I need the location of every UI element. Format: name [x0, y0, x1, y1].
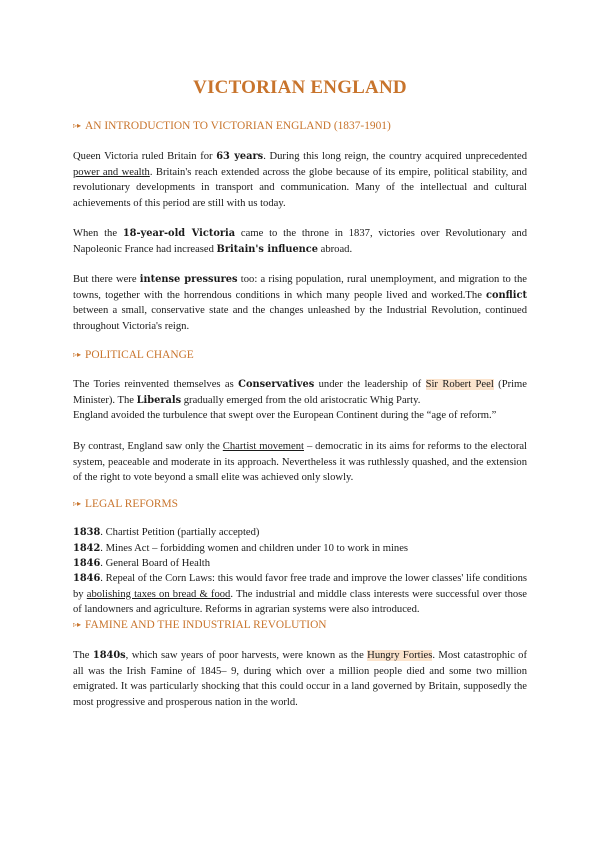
legal-reforms-list: [73, 525, 527, 572]
bullet-arrow-icon: ▹▸: [73, 620, 82, 629]
section-heading-legal: [73, 498, 178, 510]
section-heading-intro: [73, 120, 391, 132]
list-item: 1838. Chartist Petition (partially accepted): [73, 527, 260, 538]
paragraph-intro-1: Queen Victoria ruled Britain for 63 years. During this long reign, the country acquired unprecedented power and wealth. Britain's reach extended across the globe because of its empire, political stability, and revolutionary developments in transport and communication. Many of the intellectual and cultural achievements of this period are still with us today.: [73, 151, 527, 209]
section-heading-political: [73, 349, 194, 361]
paragraph-intro-3: But there were intense pressures too: a rising population, rural unemployment, and migration to the towns, together with the horrendous conditions in which many people lived and worked.The conflict between a small, conservative state and the changes unleashed by the Industrial Revolution, continued throughout Victoria's reign.: [73, 274, 527, 332]
paragraph-political-1: The Tories reinvented themselves as Conservatives under the leadership of Sir Robert Peel (Prime Minister). The Liberals gradually emerged from the old aristocratic Whig Party.: [73, 379, 527, 406]
paragraph-intro-2: When the 18-year-old Victoria came to the throne in 1837, victories over Revolutionary and Napoleonic France had increased Britain's influence abroad.: [73, 228, 527, 255]
paragraph-famine-1: The 1840s, which saw years of poor harvests, were known as the Hungry Forties. Most catastrophic of all was the Irish Famine of 1845– 9, during which over a million people died and some two million emigrated. It was particularly shocking that this could occur in a land governed by Britain, supposedly the most progressive and prosperous nation in the world.: [73, 650, 527, 708]
section-heading-text: POLITICAL CHANGE: [85, 349, 194, 361]
page-title: VICTORIAN ENGLAND: [193, 77, 407, 98]
section-heading-famine: [73, 619, 327, 631]
list-item: 1842. Mines Act – forbidding women and children under 10 to work in mines: [73, 542, 409, 554]
bullet-arrow-icon: ▹▸: [73, 499, 82, 508]
highlighted-phrase: Sir Robert Peel: [425, 379, 494, 390]
paragraph-political-3: By contrast, England saw only the Chartist movement – democratic in its aims for reforms to the electoral system, peaceable and moderate in its approach. Nevertheless it was ruthlessly quashed, and the extension of the right to vote beyond a small elite was achieved only slowly.: [73, 441, 527, 483]
paragraph-political-2: England avoided the turbulence that swept over the European Continent during the “age of reform.”: [73, 410, 497, 421]
highlighted-phrase: Hungry Forties: [367, 650, 433, 661]
section-heading-text: FAMINE AND THE INDUSTRIAL REVOLUTION: [85, 619, 327, 631]
section-heading-text: AN INTRODUCTION TO VICTORIAN ENGLAND (1837-1901): [85, 120, 391, 132]
underlined-phrase: power and wealth: [73, 166, 150, 178]
section-heading-text: LEGAL REFORMS: [85, 498, 178, 510]
underlined-phrase: Chartist movement: [222, 441, 304, 452]
bullet-arrow-icon: ▹▸: [73, 350, 82, 359]
legal-reforms-last-item: 1846. Repeal of the Corn Laws: this would favor free trade and improve the lower classes' life conditions by abolishing taxes on bread & food. The industrial and middle class interests were successful over those of landowners and agriculture. Reforms in agrarian systems were also introduced.: [73, 573, 527, 615]
list-item: 1846. General Board of Health: [73, 558, 211, 569]
bullet-arrow-icon: ▹▸: [73, 121, 82, 130]
underlined-phrase: abolishing taxes on bread & food: [86, 588, 231, 600]
